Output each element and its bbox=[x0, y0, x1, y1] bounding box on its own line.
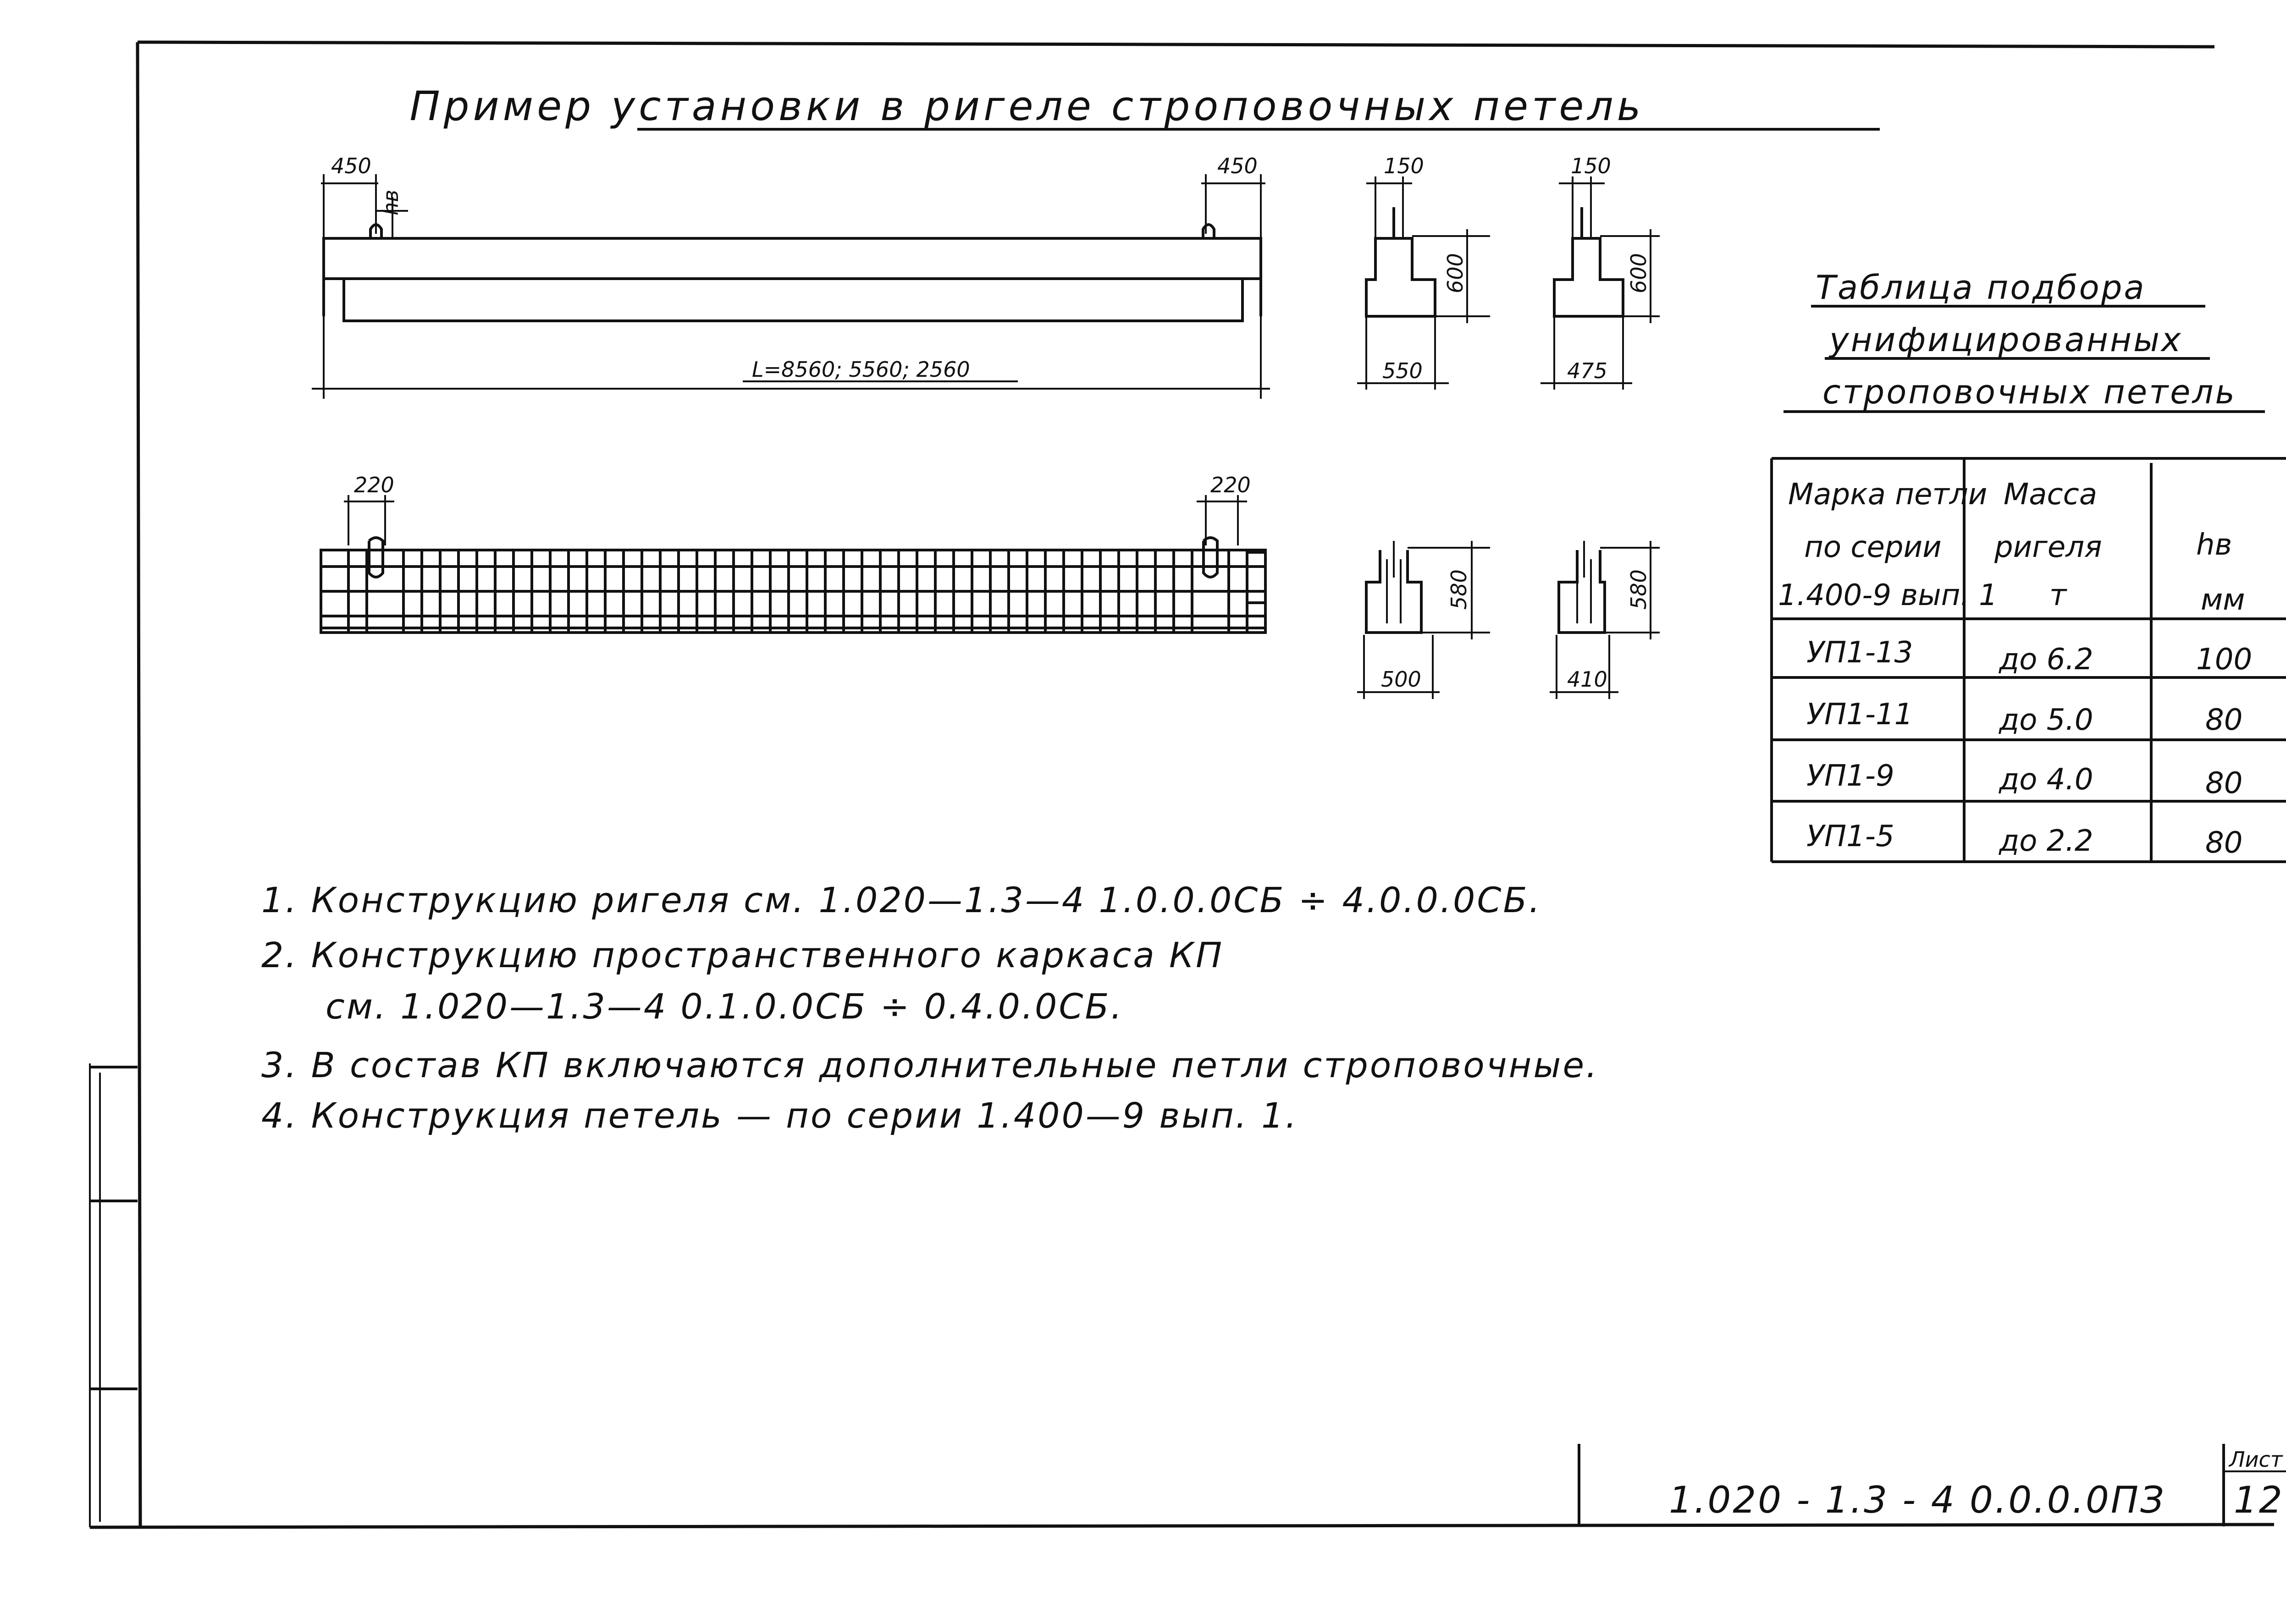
row-4-mark: УП1-5 bbox=[1806, 820, 1894, 853]
row-1-hv: 100 bbox=[2196, 643, 2253, 677]
section-1-top: 150 bbox=[1384, 154, 1424, 178]
row-3-hv: 80 bbox=[2205, 766, 2243, 800]
beam-elevation bbox=[312, 154, 1270, 399]
section-1 bbox=[1357, 154, 1490, 390]
note-4: 4. Конструкция петель — по серии 1.400—9 вып. 1. bbox=[261, 1095, 1298, 1136]
drawing-title: Пример установки в ригеле строповочных петель bbox=[409, 83, 1645, 130]
section-1-width: 550 bbox=[1382, 358, 1423, 383]
header-hv-line-2: мм bbox=[2201, 583, 2245, 617]
note-1: 1. Конструкцию ригеля см. 1.020—1.3—4 1.0.0.0СБ ÷ 4.0.0.0СБ. bbox=[261, 880, 1542, 920]
header-mark-line-2: по серии bbox=[1804, 530, 1942, 564]
section-2-width: 475 bbox=[1567, 358, 1607, 383]
table-row bbox=[1806, 759, 2242, 800]
row-2-mark: УП1-11 bbox=[1806, 698, 1913, 732]
section-2-height: 600 bbox=[1626, 253, 1651, 293]
row-4-mass: до 2.2 bbox=[1999, 824, 2093, 858]
table-title-line-3: строповочных петель bbox=[1822, 373, 2236, 411]
section-4 bbox=[1550, 541, 1660, 699]
row-3-mass: до 4.0 bbox=[1999, 763, 2093, 797]
section-2 bbox=[1541, 154, 1660, 390]
sheet-number: 12 bbox=[2234, 1479, 2284, 1521]
elevation-dim-left: 450 bbox=[331, 154, 371, 178]
section-3 bbox=[1357, 541, 1490, 699]
sheet-label: Лист bbox=[2229, 1447, 2283, 1472]
sheet-frame bbox=[90, 42, 2274, 1527]
row-1-mark: УП1-13 bbox=[1806, 636, 1913, 670]
selection-table bbox=[1772, 268, 2286, 862]
elevation-height-label: hв bbox=[378, 189, 403, 215]
section-1-height: 600 bbox=[1443, 253, 1468, 293]
cage-view bbox=[321, 473, 1265, 633]
row-2-mass: до 5.0 bbox=[1999, 703, 2093, 737]
note-3: 3. В состав КП включаются дополнительные петли строповочные. bbox=[261, 1045, 1599, 1085]
title-block bbox=[1579, 1444, 2286, 1526]
table-row bbox=[1806, 636, 2252, 677]
table-row bbox=[1806, 698, 2242, 737]
note-2-continued: см. 1.020—1.3—4 0.1.0.0СБ ÷ 0.4.0.0СБ. bbox=[326, 986, 1124, 1027]
header-mark-line-3: 1.400-9 вып. 1 bbox=[1778, 578, 1998, 612]
note-2: 2. Конструкцию пространственного каркаса КП bbox=[261, 935, 1224, 975]
table-row bbox=[1806, 820, 2242, 860]
row-1-mass: до 6.2 bbox=[1999, 643, 2093, 677]
elevation-dim-right: 450 bbox=[1217, 154, 1258, 178]
row-4-hv: 80 bbox=[2205, 826, 2243, 860]
section-2-top: 150 bbox=[1571, 154, 1611, 178]
row-2-hv: 80 bbox=[2205, 703, 2243, 737]
section-3-height: 580 bbox=[1447, 569, 1471, 610]
section-4-height: 580 bbox=[1626, 569, 1651, 610]
cage-dim-right: 220 bbox=[1210, 473, 1251, 497]
header-mark-line-1: Марка петли bbox=[1788, 478, 1988, 512]
header-mass-line-1: Масса bbox=[2004, 478, 2098, 512]
cage-dim-left: 220 bbox=[354, 473, 394, 497]
section-3-width: 500 bbox=[1381, 667, 1421, 692]
header-mass-line-2: ригеля bbox=[1994, 530, 2102, 564]
row-3-mark: УП1-9 bbox=[1806, 759, 1894, 793]
document-code: 1.020 - 1.3 - 4 0.0.0.0ПЗ bbox=[1669, 1479, 2166, 1521]
elevation-length-label: L=8560; 5560; 2560 bbox=[752, 357, 970, 382]
table-title-line-2: унифицированных bbox=[1829, 320, 2183, 359]
header-mass-line-3: т bbox=[2049, 578, 2067, 612]
notes bbox=[261, 880, 1599, 1136]
section-4-width: 410 bbox=[1567, 667, 1607, 692]
table-title-line-1: Таблица подбора bbox=[1816, 268, 2146, 307]
header-hv-line-1: hв bbox=[2196, 528, 2232, 562]
